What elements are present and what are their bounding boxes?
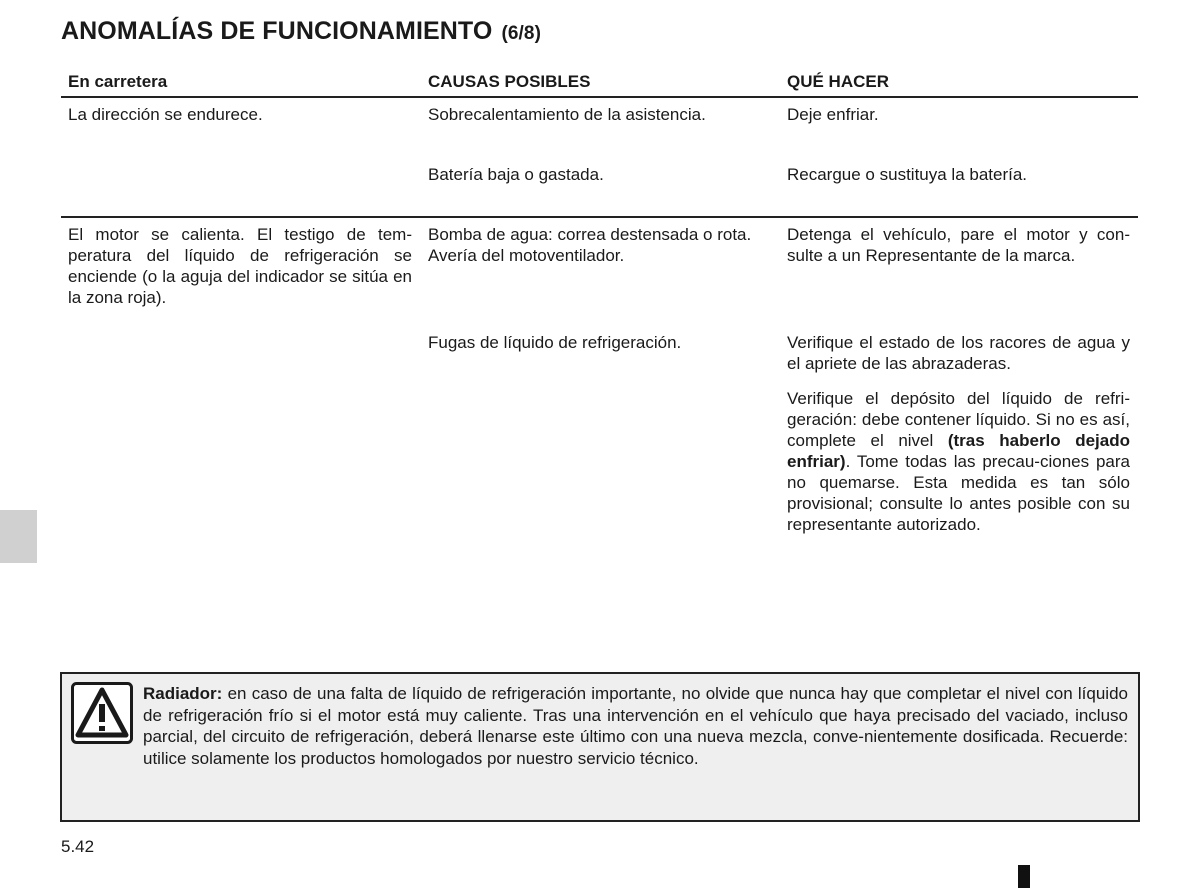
cause-coolant-leak: Fugas de líquido de refrigeración. (428, 333, 682, 352)
row-rule (61, 216, 1138, 218)
action-check-reservoir-text: Verifique el depósito del líquido de refri-geración: debe contener líquido. Si no es así, complete el nivel (787, 389, 1130, 450)
cause-overheating-assist: Sobrecalentamiento de la asistencia. (428, 105, 706, 124)
symptom-engine-overheats: El motor se calienta. El testigo de tem-peratura del líquido de refrigeración se enciende (o la aguja del indicador se sitúa en la zona roja). (68, 225, 412, 307)
header-rule (61, 96, 1138, 98)
cause-fan-failure: Avería del motoventilador. (428, 246, 625, 265)
cause-water-pump (428, 224, 772, 266)
page-title-main: ANOMALÍAS DE FUNCIONAMIENTO (61, 17, 493, 45)
action-recharge-battery: Recargue o sustituya la batería. (787, 165, 1028, 184)
action-check-hoses: Verifique el estado de los racores de agua y el apriete de las abrazaderas. (787, 333, 1130, 373)
action-check-reservoir (787, 388, 1130, 535)
cause-water-pump-belt: Bomba de agua: correa destensada o rota. (428, 225, 752, 244)
column-header-action: QUÉ HACER (787, 72, 890, 91)
warning-text (143, 683, 1128, 769)
page-number: 5.42 (61, 837, 95, 856)
symptom-steering: La dirección se endurece. (68, 105, 263, 124)
column-header-road: En carretera (68, 72, 168, 91)
cause-low-battery: Batería baja o gastada. (428, 165, 604, 184)
page-title (61, 17, 541, 46)
action-let-cool: Deje enfriar. (787, 105, 879, 124)
action-check-reservoir-emphasis: (tras haberlo dejado enfriar) (787, 431, 1131, 471)
column-header-causes: CAUSAS POSIBLES (428, 72, 591, 91)
chapter-tab (0, 510, 37, 563)
page-title-part: (6/8) (501, 23, 542, 44)
warning-body: en caso de una falta de líquido de refrigeración importante, no olvide que nunca hay que completar el nivel con líquido de refrigeración frío si el motor está muy caliente. Tras una intervención en el vehículo que haya precisado del vaciado, incluso parcial, del circuito de refrigeración, deberá llenarse este último con una nueva mezcla, conve-nientemente dosificada. Recuerde: utilice solamente los productos homologados por nuestro servicio técnico. (143, 684, 1128, 768)
warning-triangle-icon (71, 682, 133, 744)
warning-label: Radiador: (143, 684, 223, 703)
warning-box (60, 672, 1140, 822)
action-stop-vehicle: Detenga el vehículo, pare el motor y con-sulte a un Representante de la marca. (787, 225, 1130, 265)
action-check-reservoir-text-end: . Tome todas las precau-ciones para no quemarse. Esta medida es tan sólo provisional; consulte lo antes posible con su representante autorizado. (787, 452, 1130, 534)
page-edge-marker (1018, 865, 1030, 888)
